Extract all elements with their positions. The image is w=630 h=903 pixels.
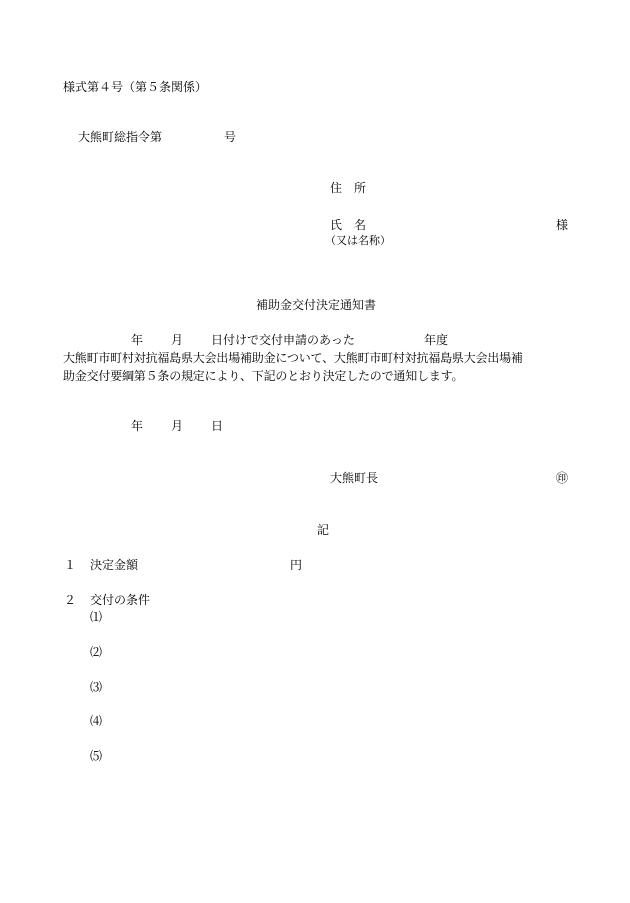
condition-1: ⑴ [90, 610, 103, 624]
document-title: 補助金交付決定通知書 [256, 298, 377, 312]
body-date-month: 月 [171, 333, 184, 347]
condition-5: ⑸ [90, 749, 103, 763]
body-line-2: 大熊町市町村対抗福島県大会出場補助金について、大熊町市町村対抗福島県大会出場補 [63, 351, 523, 365]
order-number-suffix: 号 [224, 130, 237, 144]
body-date-tail: 日付けで交付申請のあった [211, 333, 355, 347]
honorific: 様 [556, 218, 569, 232]
seal-mark: ㊞ [556, 471, 569, 485]
address-label: 住 所 [330, 181, 367, 195]
body-fiscal-year: 年度 [424, 333, 449, 347]
issue-date-month: 月 [171, 419, 184, 433]
issue-date-day: 日 [211, 419, 224, 433]
condition-2: ⑵ [90, 645, 103, 659]
ki-heading: 記 [317, 523, 330, 537]
order-number-prefix: 大熊町総指令第 [78, 130, 163, 144]
item-2-number: ２ [64, 593, 77, 607]
item-2-label: 交付の条件 [90, 593, 151, 607]
item-1-number: １ [64, 558, 77, 572]
form-number: 様式第４号（第５条関係） [63, 80, 208, 94]
issue-date-year: 年 [131, 419, 144, 433]
item-1-label: 決定金額 [90, 558, 139, 572]
body-line-3: 助金交付要綱第５条の規定により、下記のとおり決定したので通知します。 [63, 369, 464, 383]
name-label: 氏 名 [330, 218, 367, 232]
condition-3: ⑶ [90, 680, 103, 694]
item-1-unit: 円 [290, 558, 303, 572]
name-note: （又は名称） [325, 234, 391, 247]
condition-4: ⑷ [90, 714, 103, 728]
mayor-title: 大熊町長 [330, 471, 379, 485]
body-date-year: 年 [131, 333, 144, 347]
